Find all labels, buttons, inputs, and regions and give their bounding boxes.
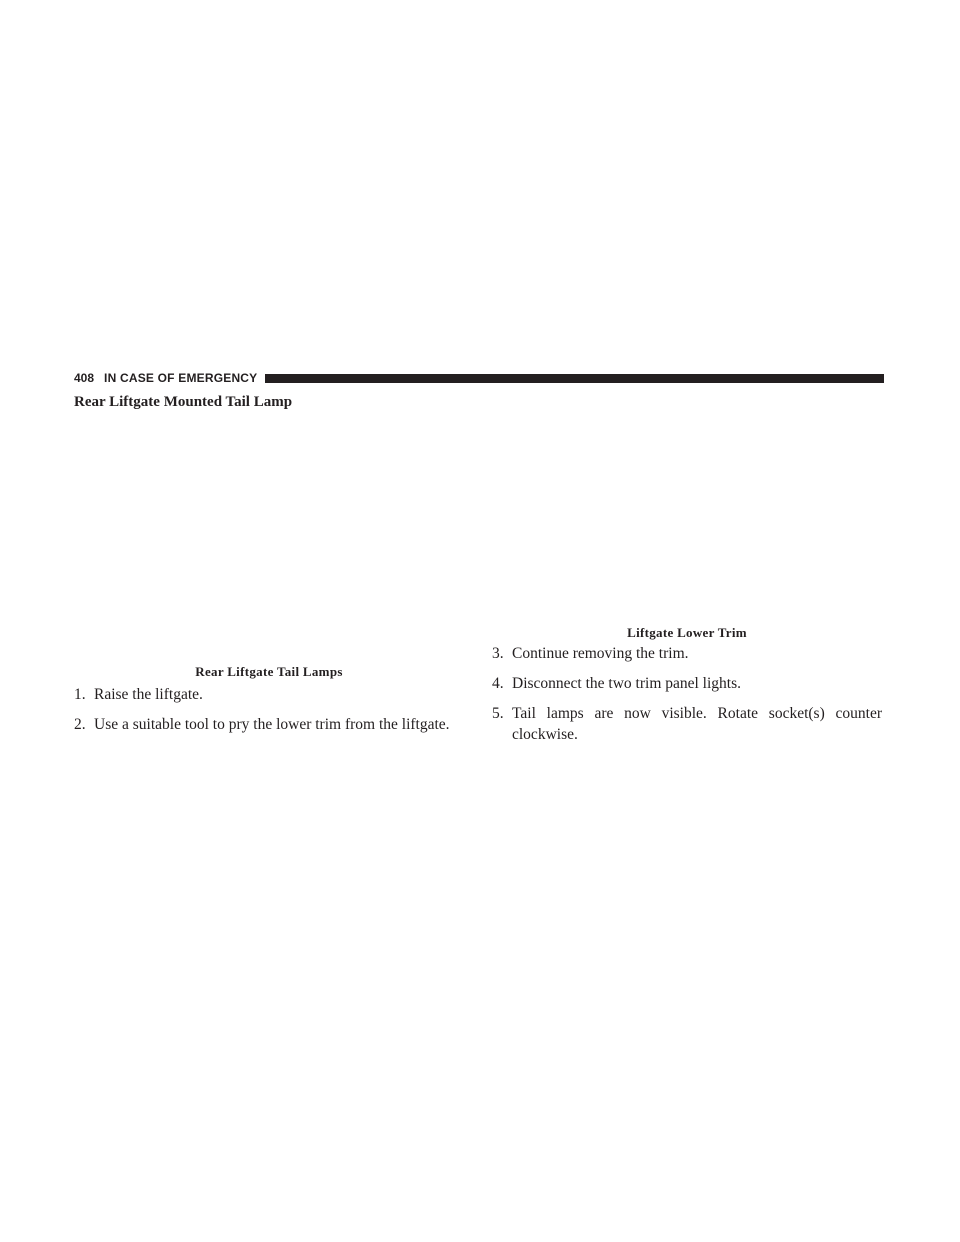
step-text: Continue removing the trim. [512, 645, 689, 662]
page-number: 408 [74, 371, 95, 385]
step-number: 4. [492, 675, 504, 692]
step-number: 5. [492, 705, 504, 722]
steps-list-right [492, 643, 882, 754]
page-heading: Rear Liftgate Mounted Tail Lamp [74, 394, 293, 410]
step-number: 1. [74, 686, 86, 703]
figure-liftgate-lower-trim [492, 400, 882, 622]
step-number: 3. [492, 645, 504, 662]
steps-list-left [74, 684, 464, 744]
step-text: Disconnect the two trim panel lights. [512, 675, 742, 692]
section-title: IN CASE OF EMERGENCY [104, 371, 258, 385]
step-text: Tail lamps are now visible. Rotate socket(s) counter clockwise. [512, 705, 882, 743]
figure-rear-liftgate-tail-lamps [74, 418, 464, 658]
step-item [492, 703, 882, 745]
step-text: Use a suitable tool to pry the lower trim from the liftgate. [94, 716, 450, 733]
step-number: 2. [74, 716, 86, 733]
step-item [74, 714, 464, 735]
page-header [74, 370, 884, 386]
header-rule [265, 374, 884, 383]
step-item [74, 684, 464, 705]
figure-caption-left: Rear Liftgate Tail Lamps [195, 664, 343, 679]
figure-caption-right: Liftgate Lower Trim [627, 625, 747, 640]
step-item [492, 673, 882, 694]
step-text: Raise the liftgate. [94, 686, 203, 703]
step-item [492, 643, 882, 664]
